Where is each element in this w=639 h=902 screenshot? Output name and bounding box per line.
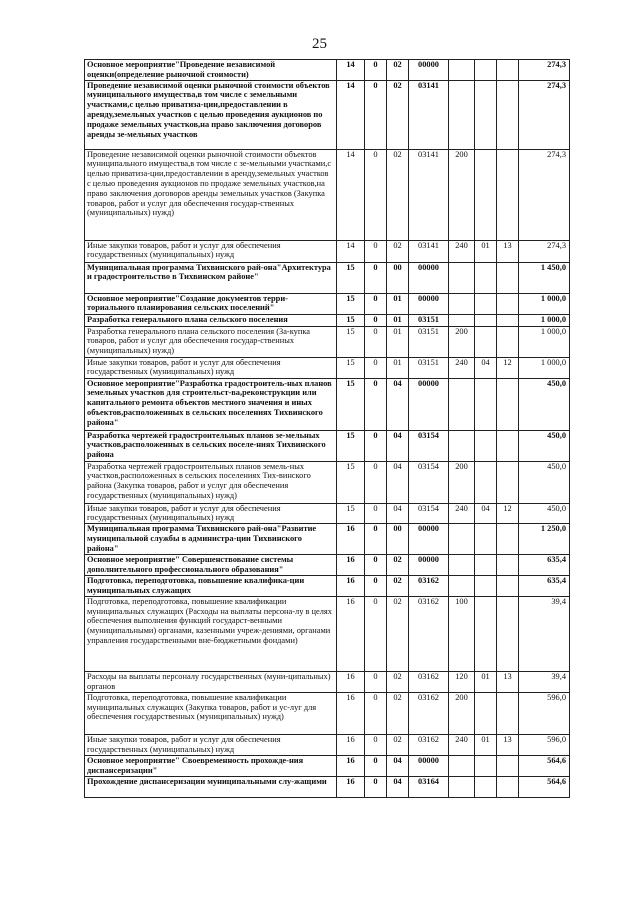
row-name: Разработка чертежей градостроительных планов зе-мельных участков,расположенных в сельских поселе-ниях Тихвинского района — [85, 430, 337, 461]
row-name: Муниципальная программа Тихвинского рай-она"Развитие муниципальной службы в администра-ции Тихвинского района" — [85, 524, 337, 555]
ved-code: 14 — [337, 60, 365, 81]
row-amount: 1 000,0 — [519, 357, 570, 378]
chapter-code — [475, 692, 497, 734]
row-amount: 450,0 — [519, 378, 570, 430]
row-amount: 274,3 — [519, 240, 570, 262]
row-amount: 596,0 — [519, 692, 570, 734]
row-amount: 635,4 — [519, 555, 570, 576]
expense-type-code: 100 — [449, 596, 475, 671]
subchapter-code: 13 — [497, 240, 519, 262]
expense-type-code — [449, 755, 475, 776]
row-name: Разработка чертежей градостроительных планов земель-ных участков,расположенных в сельских поселениях Тих-винского района (Закупка товаров, работ и услуг для обеспечения государственных (муниципальных) нужд) — [85, 461, 337, 503]
subchapter-code — [497, 555, 519, 576]
subchapter-code — [497, 293, 519, 314]
section-code: 0 — [365, 776, 387, 797]
target-code: 03154 — [409, 461, 449, 503]
table-row — [85, 357, 570, 378]
row-amount: 635,4 — [519, 576, 570, 597]
subchapter-code — [497, 692, 519, 734]
chapter-code — [475, 524, 497, 555]
target-code: 03141 — [409, 240, 449, 262]
program-code: 02 — [387, 671, 409, 692]
table-row — [85, 524, 570, 555]
subchapter-code — [497, 80, 519, 149]
target-code: 03162 — [409, 576, 449, 597]
subchapter-code — [497, 461, 519, 503]
row-name: Прохождение диспансеризации муниципальными слу-жащими — [85, 776, 337, 797]
section-code: 0 — [365, 314, 387, 326]
expense-type-code — [449, 555, 475, 576]
row-name: Разработка генерального плана сельского поселения (За-купка товаров, работ и услуг для обеспечения государ-ственных (муниципальных) нужд) — [85, 326, 337, 357]
section-code: 0 — [365, 755, 387, 776]
table-row — [85, 262, 570, 293]
chapter-code — [475, 314, 497, 326]
row-name: Проведение независимой оценки рыночной стоимости объектов муниципального имущества,в том числе с зе-мельными участками,с целью приватиза-ции,предоставлении в аренду,земельных участков с целью проведения аукционов по продаже земельных участков,на право заключения договоров аренды земельных участков (Закупка товаров, работ и услуг для обеспечения государ-ственных (муниципальных) нужд) — [85, 149, 337, 240]
chapter-code: 04 — [475, 503, 497, 524]
program-code: 04 — [387, 503, 409, 524]
ved-code: 16 — [337, 596, 365, 671]
table-row — [85, 80, 570, 149]
row-name: Иные закупки товаров, работ и услуг для обеспечения государственных (муниципальных) нужд — [85, 240, 337, 262]
row-amount: 450,0 — [519, 461, 570, 503]
table-row — [85, 60, 570, 81]
section-code: 0 — [365, 461, 387, 503]
table-row — [85, 503, 570, 524]
target-code: 03162 — [409, 692, 449, 734]
program-code: 02 — [387, 80, 409, 149]
subchapter-code — [497, 576, 519, 597]
row-amount: 274,3 — [519, 60, 570, 81]
section-code: 0 — [365, 293, 387, 314]
program-code: 02 — [387, 692, 409, 734]
program-code: 04 — [387, 430, 409, 461]
program-code: 02 — [387, 576, 409, 597]
section-code: 0 — [365, 734, 387, 755]
subchapter-code: 13 — [497, 671, 519, 692]
ved-code: 15 — [337, 326, 365, 357]
table-row — [85, 596, 570, 671]
section-code: 0 — [365, 262, 387, 293]
table-row — [85, 776, 570, 797]
row-amount: 450,0 — [519, 430, 570, 461]
ved-code: 15 — [337, 293, 365, 314]
section-code: 0 — [365, 60, 387, 81]
expense-type-code — [449, 576, 475, 597]
section-code: 0 — [365, 524, 387, 555]
expense-type-code — [449, 314, 475, 326]
row-name: Основное мероприятие"Разработка градостроитель-ных планов земельных участков для строительст-ва,реконструкции или капитального ремонта объектов местного значения и иных объектов,расположенных в сельских поселениях Тихвинского района" — [85, 378, 337, 430]
row-amount: 274,3 — [519, 149, 570, 240]
row-amount: 564,6 — [519, 755, 570, 776]
section-code: 0 — [365, 430, 387, 461]
chapter-code — [475, 576, 497, 597]
row-name: Иные закупки товаров, работ и услуг для обеспечения государственных (муниципальных) нужд — [85, 503, 337, 524]
chapter-code — [475, 776, 497, 797]
target-code: 03154 — [409, 503, 449, 524]
row-name: Основное мероприятие"Создание документов терри-ториального планирования сельских поселений" — [85, 293, 337, 314]
expense-type-code — [449, 430, 475, 461]
table-row — [85, 314, 570, 326]
chapter-code: 01 — [475, 240, 497, 262]
target-code: 03162 — [409, 734, 449, 755]
ved-code: 15 — [337, 314, 365, 326]
section-code: 0 — [365, 671, 387, 692]
program-code: 02 — [387, 60, 409, 81]
expense-type-code: 120 — [449, 671, 475, 692]
ved-code: 16 — [337, 524, 365, 555]
section-code: 0 — [365, 503, 387, 524]
row-amount: 450,0 — [519, 503, 570, 524]
target-code: 03164 — [409, 776, 449, 797]
row-name: Разработка генерального плана сельского поселения — [85, 314, 337, 326]
row-amount: 39,4 — [519, 671, 570, 692]
chapter-code — [475, 80, 497, 149]
section-code: 0 — [365, 240, 387, 262]
target-code: 00000 — [409, 524, 449, 555]
program-code: 02 — [387, 555, 409, 576]
ved-code: 16 — [337, 734, 365, 755]
target-code: 00000 — [409, 262, 449, 293]
program-code: 00 — [387, 524, 409, 555]
chapter-code — [475, 293, 497, 314]
program-code: 01 — [387, 326, 409, 357]
expense-type-code: 240 — [449, 503, 475, 524]
row-amount: 1 000,0 — [519, 314, 570, 326]
row-amount: 1 000,0 — [519, 326, 570, 357]
row-name: Проведение независимой оценки рыночной стоимости объектов муниципального имущества,в том числе с земельными участками,с целью приватиза-ции,предоставлении в аренду,земельных участков с целью проведения аукционов по продаже земельных участков,на право заключения договоров аренды зе-мельных участков — [85, 80, 337, 149]
ved-code: 16 — [337, 555, 365, 576]
target-code: 00000 — [409, 293, 449, 314]
chapter-code — [475, 461, 497, 503]
subchapter-code: 12 — [497, 357, 519, 378]
chapter-code: 01 — [475, 671, 497, 692]
target-code: 03141 — [409, 149, 449, 240]
expense-type-code — [449, 378, 475, 430]
ved-code: 14 — [337, 80, 365, 149]
expense-type-code — [449, 776, 475, 797]
chapter-code — [475, 326, 497, 357]
expense-type-code: 200 — [449, 326, 475, 357]
expense-type-code — [449, 524, 475, 555]
page-number: 25 — [312, 36, 327, 52]
program-code: 02 — [387, 240, 409, 262]
table-row — [85, 378, 570, 430]
row-name: Иные закупки товаров, работ и услуг для обеспечения государственных (муниципальных) нужд — [85, 357, 337, 378]
expense-type-code: 240 — [449, 240, 475, 262]
subchapter-code — [497, 596, 519, 671]
expense-type-code: 200 — [449, 692, 475, 734]
row-name: Основное мероприятие" Совершенствование системы дополнительного профессионального образования" — [85, 555, 337, 576]
row-name: Подготовка, переподготовка, повышение квалифика-ции муниципальных служащих — [85, 576, 337, 597]
table-row — [85, 326, 570, 357]
subchapter-code — [497, 149, 519, 240]
subchapter-code — [497, 524, 519, 555]
program-code: 02 — [387, 596, 409, 671]
program-code: 01 — [387, 357, 409, 378]
chapter-code: 04 — [475, 357, 497, 378]
table-row — [85, 576, 570, 597]
table-row — [85, 671, 570, 692]
chapter-code: 01 — [475, 734, 497, 755]
section-code: 0 — [365, 357, 387, 378]
program-code: 04 — [387, 378, 409, 430]
table-row — [85, 240, 570, 262]
ved-code: 15 — [337, 430, 365, 461]
subchapter-code — [497, 60, 519, 81]
row-amount: 1 250,0 — [519, 524, 570, 555]
target-code: 03162 — [409, 596, 449, 671]
chapter-code — [475, 60, 497, 81]
table-row — [85, 734, 570, 755]
section-code: 0 — [365, 149, 387, 240]
subchapter-code — [497, 262, 519, 293]
ved-code: 14 — [337, 149, 365, 240]
chapter-code — [475, 555, 497, 576]
program-code: 04 — [387, 776, 409, 797]
program-code: 04 — [387, 755, 409, 776]
chapter-code — [475, 378, 497, 430]
expense-type-code: 240 — [449, 357, 475, 378]
table-row — [85, 293, 570, 314]
table-row — [85, 149, 570, 240]
chapter-code — [475, 596, 497, 671]
subchapter-code: 12 — [497, 503, 519, 524]
target-code: 03162 — [409, 671, 449, 692]
subchapter-code: 13 — [497, 734, 519, 755]
expense-type-code: 240 — [449, 734, 475, 755]
section-code: 0 — [365, 80, 387, 149]
chapter-code — [475, 430, 497, 461]
ved-code: 16 — [337, 776, 365, 797]
row-amount: 564,6 — [519, 776, 570, 797]
program-code: 02 — [387, 149, 409, 240]
expense-type-code — [449, 60, 475, 81]
row-name: Основное мероприятие"Проведение независимой оценки(определение рыночной стоимости) — [85, 60, 337, 81]
subchapter-code — [497, 378, 519, 430]
expense-type-code: 200 — [449, 461, 475, 503]
subchapter-code — [497, 430, 519, 461]
target-code: 03151 — [409, 326, 449, 357]
ved-code: 16 — [337, 755, 365, 776]
row-amount: 1 000,0 — [519, 293, 570, 314]
chapter-code — [475, 262, 497, 293]
target-code: 03141 — [409, 80, 449, 149]
table-row — [85, 430, 570, 461]
section-code: 0 — [365, 596, 387, 671]
program-code: 00 — [387, 262, 409, 293]
program-code: 01 — [387, 293, 409, 314]
table-row — [85, 692, 570, 734]
ved-code: 15 — [337, 262, 365, 293]
chapter-code — [475, 149, 497, 240]
ved-code: 14 — [337, 240, 365, 262]
ved-code: 15 — [337, 378, 365, 430]
target-code: 00000 — [409, 555, 449, 576]
ved-code: 16 — [337, 576, 365, 597]
section-code: 0 — [365, 692, 387, 734]
budget-table — [84, 59, 570, 798]
target-code: 03151 — [409, 357, 449, 378]
subchapter-code — [497, 314, 519, 326]
row-name: Расходы на выплаты персоналу государственных (муни-ципальных) органов — [85, 671, 337, 692]
row-name: Иные закупки товаров, работ и услуг для обеспечения государственных (муниципальных) нужд — [85, 734, 337, 755]
row-amount: 1 450,0 — [519, 262, 570, 293]
expense-type-code — [449, 80, 475, 149]
ved-code: 15 — [337, 503, 365, 524]
expense-type-code: 200 — [449, 149, 475, 240]
ved-code: 15 — [337, 357, 365, 378]
table-row — [85, 555, 570, 576]
table-row — [85, 461, 570, 503]
program-code: 01 — [387, 314, 409, 326]
chapter-code — [475, 755, 497, 776]
row-amount: 274,3 — [519, 80, 570, 149]
row-amount: 596,0 — [519, 734, 570, 755]
row-name: Муниципальная программа Тихвинского рай-она"Архитектура и градостроительство в Тихвинском районе" — [85, 262, 337, 293]
target-code: 00000 — [409, 378, 449, 430]
row-name: Основное мероприятие" Своевременность прохожде-ния диспансеризации" — [85, 755, 337, 776]
section-code: 0 — [365, 378, 387, 430]
subchapter-code — [497, 326, 519, 357]
ved-code: 16 — [337, 692, 365, 734]
ved-code: 15 — [337, 461, 365, 503]
row-name: Подготовка, переподготовка, повышение квалификации муниципальных служащих (Расходы на выплаты персона-лу в целях обеспечения выполнения функций государст-венными (муниципальными) органами, казенными учреж-дениями, органами управления государственными вне-бюджетными фондами) — [85, 596, 337, 671]
subchapter-code — [497, 755, 519, 776]
expense-type-code — [449, 262, 475, 293]
row-amount: 39,4 — [519, 596, 570, 671]
expense-type-code — [449, 293, 475, 314]
target-code: 03151 — [409, 314, 449, 326]
target-code: 03154 — [409, 430, 449, 461]
program-code: 04 — [387, 461, 409, 503]
ved-code: 16 — [337, 671, 365, 692]
subchapter-code — [497, 776, 519, 797]
section-code: 0 — [365, 326, 387, 357]
section-code: 0 — [365, 555, 387, 576]
table-row — [85, 755, 570, 776]
target-code: 00000 — [409, 60, 449, 81]
row-name: Подготовка, переподготовка, повышение квалификации муниципальных служащих (Закупка товаров, работ и ус-луг для обеспечения государственных (муниципальных) нужд) — [85, 692, 337, 734]
target-code: 00000 — [409, 755, 449, 776]
program-code: 02 — [387, 734, 409, 755]
section-code: 0 — [365, 576, 387, 597]
